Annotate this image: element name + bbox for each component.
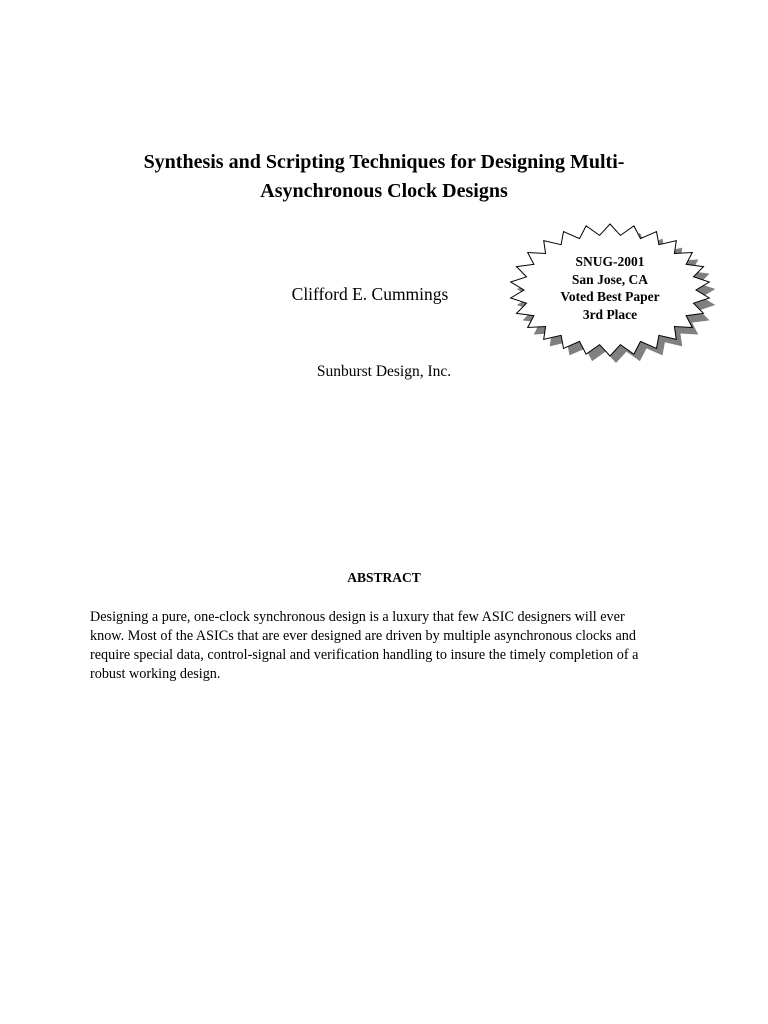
award-line: San Jose, CA [571, 271, 649, 287]
title-line: Synthesis and Scripting Techniques for Designing Multi- [143, 151, 625, 173]
author-name: Clifford E. Cummings [291, 284, 449, 304]
abstract-line: know. Most of the ASICs that are ever designed are driven by multiple asynchronous clocks and [90, 628, 636, 644]
abstract-heading: ABSTRACT [347, 570, 421, 585]
award-line: SNUG-2001 [575, 254, 645, 269]
award-line: Voted Best Paper [560, 289, 660, 304]
abstract-line: robust working design. [90, 666, 221, 682]
award-line: 3rd Place [582, 306, 638, 322]
author-affiliation: Sunburst Design, Inc. [316, 363, 452, 380]
title-line: Asynchronous Clock Designs [260, 180, 508, 202]
abstract-line: require special data, control-signal and verification handling to insure the timely completion of a [90, 647, 639, 663]
award-badge-text [500, 253, 720, 323]
award-badge [500, 218, 730, 378]
paper-title [0, 148, 768, 206]
abstract-line: Designing a pure, one-clock synchronous design is a luxury that few ASIC designers will ever [90, 609, 625, 625]
abstract-body [90, 608, 690, 684]
